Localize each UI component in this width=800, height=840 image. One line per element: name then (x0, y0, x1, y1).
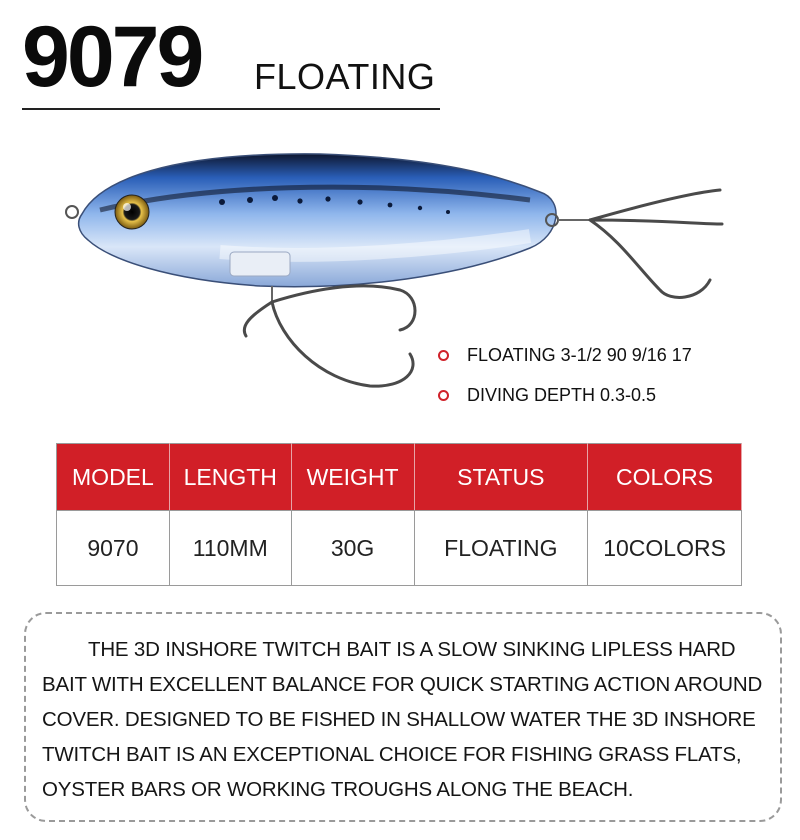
description-box (24, 612, 782, 822)
description-text: THE 3D INSHORE TWITCH BAIT IS A SLOW SINKING LIPLESS HARD BAIT WITH EXCELLENT BALANCE FOR QUICK STARTING ACTION AROUND COVER. DESIGNED TO BE FISHED IN SHALLOW WATER THE 3D INSHORE TWITCH BAIT IS AN EXCEPTIONAL CHOICE FOR FISHING GRASS FLATS, OYSTER BARS OR WORKING TROUGHS ALONG THE BEACH. (42, 638, 763, 801)
spec-floating (438, 340, 692, 370)
header-colors: COLORS (588, 444, 742, 511)
cell-status: FLOATING (414, 511, 588, 586)
model-number: 9079 (22, 9, 202, 105)
bullet-icon (438, 390, 449, 401)
cell-length: 110MM (169, 511, 291, 586)
spec-diving-depth (438, 380, 692, 410)
title-block (22, 8, 440, 110)
spec-diving-depth-label: DIVING DEPTH 0.3-0.5 (467, 384, 657, 405)
header-model: MODEL (57, 444, 170, 511)
header-length: LENGTH (169, 444, 291, 511)
cell-colors: 10COLORS (588, 511, 742, 586)
spec-table (56, 443, 742, 586)
header-status: STATUS (414, 444, 588, 511)
table-row (57, 511, 742, 586)
lure-type: FLOATING (254, 56, 436, 97)
cell-model: 9070 (57, 511, 170, 586)
bullet-icon (438, 350, 449, 361)
table-header-row (57, 444, 742, 511)
cell-weight: 30G (291, 511, 414, 586)
spec-list (438, 340, 692, 420)
header-weight: WEIGHT (291, 444, 414, 511)
spec-floating-label: FLOATING 3-1/2 90 9/16 17 (467, 344, 692, 365)
